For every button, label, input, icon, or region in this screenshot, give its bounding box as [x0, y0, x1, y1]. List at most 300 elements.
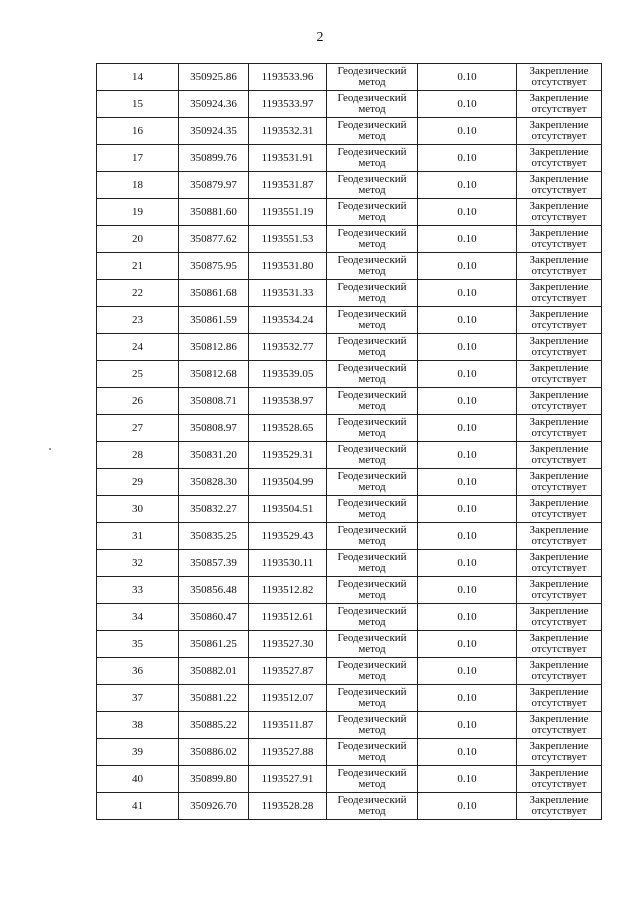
x-coordinate-text: 350861.59	[190, 313, 237, 326]
accuracy-text: 0.10	[457, 448, 477, 461]
point-number-cell	[97, 172, 179, 199]
method-text: Геодезический	[337, 551, 407, 563]
fixation-cell	[517, 631, 602, 658]
x-coordinate-cell	[179, 523, 249, 550]
accuracy-cell	[418, 307, 517, 334]
x-coordinate-cell	[179, 712, 249, 739]
x-coordinate-cell	[179, 577, 249, 604]
accuracy-text: 0.10	[457, 232, 477, 245]
method-text: метод	[358, 751, 386, 763]
table-row	[97, 739, 602, 766]
method-text: метод	[358, 643, 386, 655]
point-number-cell	[97, 631, 179, 658]
fixation-text: Закрепление	[529, 551, 589, 563]
method-text: Геодезический	[337, 497, 407, 509]
method-cell	[327, 604, 418, 631]
method-cell	[327, 523, 418, 550]
accuracy-cell	[418, 334, 517, 361]
point-number-text: 27	[132, 421, 143, 434]
x-coordinate-cell	[179, 685, 249, 712]
accuracy-text: 0.10	[457, 691, 477, 704]
fixation-cell	[517, 469, 602, 496]
fixation-text: Закрепление	[529, 65, 589, 77]
accuracy-cell	[418, 469, 517, 496]
method-text: Геодезический	[337, 767, 407, 779]
fixation-cell	[517, 307, 602, 334]
accuracy-cell	[418, 172, 517, 199]
fixation-cell	[517, 145, 602, 172]
y-coordinate-text: 1193533.97	[261, 97, 314, 110]
point-number-text: 35	[132, 637, 143, 650]
point-number-text: 23	[132, 313, 143, 326]
x-coordinate-cell	[179, 118, 249, 145]
fixation-text: Закрепление	[529, 470, 589, 482]
method-text: Геодезический	[337, 470, 407, 482]
y-coordinate-cell	[249, 415, 327, 442]
y-coordinate-text: 1193530.11	[261, 556, 314, 569]
point-number-text: 26	[132, 394, 143, 407]
table-row	[97, 334, 602, 361]
method-text: метод	[358, 427, 386, 439]
fixation-text: отсутствует	[531, 292, 587, 304]
method-text: Геодезический	[337, 227, 407, 239]
point-number-cell	[97, 118, 179, 145]
y-coordinate-text: 1193511.87	[261, 718, 314, 731]
y-coordinate-text: 1193532.77	[261, 340, 314, 353]
y-coordinate-cell	[249, 766, 327, 793]
accuracy-cell	[418, 91, 517, 118]
x-coordinate-cell	[179, 64, 249, 91]
method-cell	[327, 550, 418, 577]
x-coordinate-cell	[179, 253, 249, 280]
point-number-cell	[97, 361, 179, 388]
accuracy-cell	[418, 712, 517, 739]
table-row	[97, 388, 602, 415]
x-coordinate-text: 350835.25	[190, 529, 237, 542]
table-row	[97, 64, 602, 91]
fixation-text: Закрепление	[529, 578, 589, 590]
accuracy-cell	[418, 388, 517, 415]
fixation-cell	[517, 334, 602, 361]
fixation-text: Закрепление	[529, 605, 589, 617]
point-number-text: 17	[132, 151, 143, 164]
y-coordinate-text: 1193504.51	[261, 502, 314, 515]
accuracy-text: 0.10	[457, 637, 477, 650]
method-text: Геодезический	[337, 362, 407, 374]
table-row	[97, 361, 602, 388]
method-text: метод	[358, 778, 386, 790]
method-text: метод	[358, 292, 386, 304]
x-coordinate-cell	[179, 145, 249, 172]
point-number-text: 22	[132, 286, 143, 299]
y-coordinate-cell	[249, 631, 327, 658]
point-number-text: 24	[132, 340, 143, 353]
accuracy-text: 0.10	[457, 286, 477, 299]
x-coordinate-cell	[179, 766, 249, 793]
method-cell	[327, 226, 418, 253]
x-coordinate-text: 350899.76	[190, 151, 237, 164]
fixation-text: отсутствует	[531, 400, 587, 412]
y-coordinate-cell	[249, 199, 327, 226]
x-coordinate-text: 350812.68	[190, 367, 237, 380]
method-text: Геодезический	[337, 713, 407, 725]
table-row	[97, 658, 602, 685]
method-text: метод	[358, 211, 386, 223]
y-coordinate-cell	[249, 523, 327, 550]
method-cell	[327, 415, 418, 442]
point-number-text: 14	[132, 70, 143, 83]
method-text: Геодезический	[337, 308, 407, 320]
point-number-cell	[97, 739, 179, 766]
method-text: метод	[358, 535, 386, 547]
fixation-cell	[517, 766, 602, 793]
point-number-cell	[97, 280, 179, 307]
accuracy-text: 0.10	[457, 664, 477, 677]
fixation-text: отсутствует	[531, 76, 587, 88]
point-number-cell	[97, 766, 179, 793]
fixation-text: Закрепление	[529, 524, 589, 536]
fixation-cell	[517, 739, 602, 766]
y-coordinate-text: 1193531.87	[261, 178, 314, 191]
table-row	[97, 523, 602, 550]
fixation-text: Закрепление	[529, 443, 589, 455]
accuracy-cell	[418, 577, 517, 604]
point-number-cell	[97, 415, 179, 442]
fixation-cell	[517, 577, 602, 604]
table-row	[97, 442, 602, 469]
fixation-text: Закрепление	[529, 659, 589, 671]
x-coordinate-text: 350886.02	[190, 745, 237, 758]
fixation-cell	[517, 496, 602, 523]
x-coordinate-cell	[179, 469, 249, 496]
x-coordinate-text: 350881.22	[190, 691, 237, 704]
x-coordinate-text: 350857.39	[190, 556, 237, 569]
point-number-text: 29	[132, 475, 143, 488]
y-coordinate-cell	[249, 64, 327, 91]
x-coordinate-cell	[179, 793, 249, 820]
method-cell	[327, 199, 418, 226]
fixation-text: отсутствует	[531, 373, 587, 385]
method-text: метод	[358, 697, 386, 709]
y-coordinate-cell	[249, 307, 327, 334]
fixation-cell	[517, 64, 602, 91]
table-row	[97, 469, 602, 496]
y-coordinate-text: 1193512.82	[261, 583, 314, 596]
y-coordinate-cell	[249, 361, 327, 388]
method-cell	[327, 91, 418, 118]
y-coordinate-text: 1193527.87	[261, 664, 314, 677]
accuracy-text: 0.10	[457, 745, 477, 758]
method-text: метод	[358, 805, 386, 817]
x-coordinate-text: 350899.80	[190, 772, 237, 785]
method-cell	[327, 469, 418, 496]
fixation-text: Закрепление	[529, 92, 589, 104]
y-coordinate-cell	[249, 280, 327, 307]
fixation-text: Закрепление	[529, 389, 589, 401]
accuracy-text: 0.10	[457, 97, 477, 110]
point-number-cell	[97, 685, 179, 712]
accuracy-text: 0.10	[457, 583, 477, 596]
accuracy-text: 0.10	[457, 529, 477, 542]
fixation-text: отсутствует	[531, 508, 587, 520]
fixation-text: Закрепление	[529, 686, 589, 698]
accuracy-text: 0.10	[457, 151, 477, 164]
y-coordinate-text: 1193512.07	[261, 691, 314, 704]
accuracy-text: 0.10	[457, 556, 477, 569]
point-number-cell	[97, 793, 179, 820]
table-row	[97, 253, 602, 280]
point-number-cell	[97, 604, 179, 631]
y-coordinate-cell	[249, 577, 327, 604]
accuracy-cell	[418, 766, 517, 793]
x-coordinate-cell	[179, 739, 249, 766]
table-row	[97, 226, 602, 253]
table-row	[97, 766, 602, 793]
method-text: метод	[358, 454, 386, 466]
table-row	[97, 91, 602, 118]
accuracy-cell	[418, 685, 517, 712]
table-row	[97, 793, 602, 820]
method-text: метод	[358, 319, 386, 331]
table-row	[97, 604, 602, 631]
method-text: Геодезический	[337, 200, 407, 212]
point-number-text: 32	[132, 556, 143, 569]
fixation-text: отсутствует	[531, 238, 587, 250]
x-coordinate-text: 350925.86	[190, 70, 237, 83]
x-coordinate-cell	[179, 280, 249, 307]
method-text: метод	[358, 373, 386, 385]
table-row	[97, 118, 602, 145]
fixation-text: отсутствует	[531, 751, 587, 763]
fixation-cell	[517, 604, 602, 631]
method-text: Геодезический	[337, 389, 407, 401]
y-coordinate-text: 1193528.65	[261, 421, 314, 434]
x-coordinate-cell	[179, 199, 249, 226]
accuracy-text: 0.10	[457, 367, 477, 380]
accuracy-text: 0.10	[457, 259, 477, 272]
table-row	[97, 172, 602, 199]
point-number-cell	[97, 199, 179, 226]
fixation-text: отсутствует	[531, 589, 587, 601]
fixation-text: Закрепление	[529, 254, 589, 266]
point-number-text: 19	[132, 205, 143, 218]
accuracy-text: 0.10	[457, 70, 477, 83]
accuracy-text: 0.10	[457, 772, 477, 785]
point-number-text: 38	[132, 718, 143, 731]
point-number-text: 36	[132, 664, 143, 677]
fixation-text: отсутствует	[531, 535, 587, 547]
method-text: Геодезический	[337, 632, 407, 644]
fixation-text: Закрепление	[529, 497, 589, 509]
x-coordinate-text: 350832.27	[190, 502, 237, 515]
point-number-text: 16	[132, 124, 143, 137]
y-coordinate-text: 1193534.24	[261, 313, 314, 326]
method-text: Геодезический	[337, 335, 407, 347]
point-number-cell	[97, 442, 179, 469]
y-coordinate-cell	[249, 658, 327, 685]
accuracy-text: 0.10	[457, 610, 477, 623]
y-coordinate-text: 1193529.31	[261, 448, 314, 461]
method-cell	[327, 442, 418, 469]
fixation-text: Закрепление	[529, 335, 589, 347]
fixation-cell	[517, 226, 602, 253]
fixation-cell	[517, 361, 602, 388]
point-number-cell	[97, 577, 179, 604]
x-coordinate-text: 350808.97	[190, 421, 237, 434]
fixation-cell	[517, 253, 602, 280]
accuracy-text: 0.10	[457, 178, 477, 191]
y-coordinate-text: 1193531.91	[261, 151, 314, 164]
method-text: Геодезический	[337, 578, 407, 590]
fixation-text: Закрепление	[529, 767, 589, 779]
y-coordinate-text: 1193527.91	[261, 772, 314, 785]
y-coordinate-cell	[249, 91, 327, 118]
method-text: Геодезический	[337, 92, 407, 104]
point-number-text: 25	[132, 367, 143, 380]
point-number-cell	[97, 226, 179, 253]
table-row	[97, 685, 602, 712]
accuracy-cell	[418, 739, 517, 766]
method-text: Геодезический	[337, 605, 407, 617]
y-coordinate-text: 1193528.28	[261, 799, 314, 812]
x-coordinate-text: 350926.70	[190, 799, 237, 812]
fixation-text: отсутствует	[531, 670, 587, 682]
method-text: метод	[358, 265, 386, 277]
point-number-cell	[97, 496, 179, 523]
accuracy-cell	[418, 442, 517, 469]
point-number-text: 20	[132, 232, 143, 245]
point-number-cell	[97, 388, 179, 415]
method-cell	[327, 145, 418, 172]
accuracy-cell	[418, 523, 517, 550]
accuracy-text: 0.10	[457, 340, 477, 353]
table-row	[97, 577, 602, 604]
y-coordinate-cell	[249, 712, 327, 739]
fixation-text: отсутствует	[531, 454, 587, 466]
fixation-text: Закрепление	[529, 281, 589, 293]
method-text: метод	[358, 346, 386, 358]
table-row	[97, 496, 602, 523]
y-coordinate-cell	[249, 469, 327, 496]
fixation-text: Закрепление	[529, 227, 589, 239]
fixation-cell	[517, 793, 602, 820]
method-text: Геодезический	[337, 416, 407, 428]
accuracy-cell	[418, 631, 517, 658]
accuracy-text: 0.10	[457, 313, 477, 326]
y-coordinate-text: 1193529.43	[261, 529, 314, 542]
y-coordinate-cell	[249, 550, 327, 577]
x-coordinate-cell	[179, 604, 249, 631]
accuracy-text: 0.10	[457, 124, 477, 137]
method-text: Геодезический	[337, 281, 407, 293]
point-number-text: 15	[132, 97, 143, 110]
method-cell	[327, 361, 418, 388]
fixation-text: Закрепление	[529, 632, 589, 644]
table-row	[97, 280, 602, 307]
accuracy-text: 0.10	[457, 205, 477, 218]
method-cell	[327, 739, 418, 766]
method-cell	[327, 631, 418, 658]
x-coordinate-cell	[179, 91, 249, 118]
fixation-cell	[517, 685, 602, 712]
x-coordinate-cell	[179, 172, 249, 199]
fixation-cell	[517, 199, 602, 226]
fixation-text: Закрепление	[529, 362, 589, 374]
accuracy-cell	[418, 361, 517, 388]
accuracy-cell	[418, 253, 517, 280]
fixation-text: отсутствует	[531, 805, 587, 817]
y-coordinate-text: 1193527.30	[261, 637, 314, 650]
method-cell	[327, 577, 418, 604]
accuracy-text: 0.10	[457, 718, 477, 731]
fixation-text: отсутствует	[531, 643, 587, 655]
fixation-text: отсутствует	[531, 211, 587, 223]
x-coordinate-cell	[179, 307, 249, 334]
y-coordinate-text: 1193532.31	[261, 124, 314, 137]
table-row	[97, 199, 602, 226]
point-number-text: 41	[132, 799, 143, 812]
table-row	[97, 712, 602, 739]
y-coordinate-text: 1193512.61	[261, 610, 314, 623]
accuracy-cell	[418, 793, 517, 820]
fixation-text: Закрепление	[529, 740, 589, 752]
accuracy-text: 0.10	[457, 421, 477, 434]
fixation-text: Закрепление	[529, 416, 589, 428]
method-text: метод	[358, 103, 386, 115]
point-number-cell	[97, 91, 179, 118]
point-number-cell	[97, 658, 179, 685]
x-coordinate-text: 350831.20	[190, 448, 237, 461]
fixation-text: отсутствует	[531, 157, 587, 169]
x-coordinate-text: 350881.60	[190, 205, 237, 218]
y-coordinate-cell	[249, 604, 327, 631]
x-coordinate-cell	[179, 415, 249, 442]
method-text: Геодезический	[337, 146, 407, 158]
y-coordinate-text: 1193539.05	[261, 367, 314, 380]
fixation-cell	[517, 550, 602, 577]
point-number-text: 33	[132, 583, 143, 596]
fixation-text: отсутствует	[531, 697, 587, 709]
fixation-text: Закрепление	[529, 794, 589, 806]
method-cell	[327, 685, 418, 712]
y-coordinate-text: 1193531.33	[261, 286, 314, 299]
method-text: метод	[358, 400, 386, 412]
scan-speck	[49, 448, 51, 450]
fixation-text: Закрепление	[529, 308, 589, 320]
x-coordinate-text: 350879.97	[190, 178, 237, 191]
x-coordinate-cell	[179, 226, 249, 253]
fixation-cell	[517, 523, 602, 550]
fixation-cell	[517, 415, 602, 442]
point-number-text: 28	[132, 448, 143, 461]
y-coordinate-cell	[249, 685, 327, 712]
x-coordinate-text: 350875.95	[190, 259, 237, 272]
point-number-cell	[97, 469, 179, 496]
y-coordinate-cell	[249, 739, 327, 766]
method-text: метод	[358, 562, 386, 574]
fixation-text: отсутствует	[531, 346, 587, 358]
fixation-text: Закрепление	[529, 119, 589, 131]
y-coordinate-cell	[249, 253, 327, 280]
y-coordinate-cell	[249, 388, 327, 415]
accuracy-cell	[418, 64, 517, 91]
y-coordinate-text: 1193531.80	[261, 259, 314, 272]
x-coordinate-text: 350924.36	[190, 97, 237, 110]
y-coordinate-cell	[249, 118, 327, 145]
method-cell	[327, 496, 418, 523]
method-cell	[327, 766, 418, 793]
accuracy-cell	[418, 280, 517, 307]
